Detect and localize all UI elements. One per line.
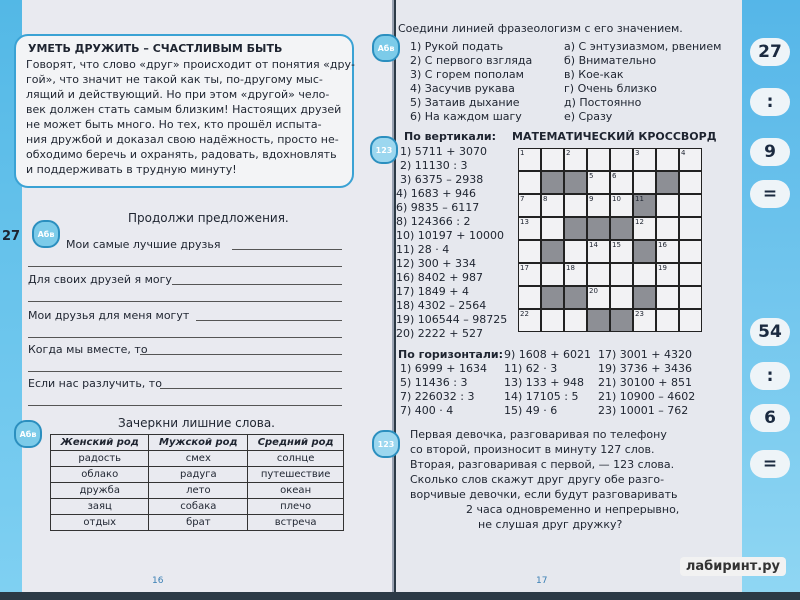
cell-number: 10 <box>612 195 621 203</box>
phrase: 1) Рукой подать <box>410 40 504 53</box>
crossword-cell[interactable] <box>587 286 610 309</box>
vertical-clue: 19) 106544 – 98725 <box>396 313 508 326</box>
info-line: век должен стать самым близким! Настоящих друзей <box>26 103 342 116</box>
meaning: а) С энтузиазмом, рвением <box>564 40 722 53</box>
crossword-cell[interactable] <box>587 194 610 217</box>
phrase: 3) С горем пополам <box>410 68 524 81</box>
crossword-cell <box>541 240 564 263</box>
cell-number: 4 <box>681 149 686 157</box>
answer-line[interactable] <box>196 319 342 321</box>
crossword-cell[interactable] <box>656 286 679 309</box>
crossword-cell <box>587 309 610 332</box>
word-cell[interactable]: лето <box>149 483 248 499</box>
strip-value: = <box>750 450 790 478</box>
vertical-clue: 20) 2222 + 527 <box>396 327 483 340</box>
word-cell[interactable]: дружба <box>51 483 149 499</box>
problem-line: не слушая друг дружку? <box>478 518 623 531</box>
strip-value: : <box>750 88 790 116</box>
crossword-cell[interactable] <box>679 194 702 217</box>
problem-line: Первая девочка, разговаривая по телефону <box>410 428 667 441</box>
vertical-clue: 10) 10197 + 10000 <box>396 229 504 242</box>
horizontal-clue: 9) 1608 + 6021 <box>504 348 591 361</box>
abc-icon: Абв <box>372 34 400 62</box>
cross-title: Зачеркни лишние слова. <box>118 416 275 430</box>
horizontal-clue: 15) 49 · 6 <box>504 404 558 417</box>
vertical-clue: 4) 1683 + 946 <box>396 187 476 200</box>
vertical-clue: 1) 5711 + 3070 <box>400 145 487 158</box>
crossword-cell[interactable] <box>633 263 656 286</box>
crossword-cell[interactable] <box>679 263 702 286</box>
crossword-cell[interactable] <box>656 309 679 332</box>
vertical-clue: 12) 300 + 334 <box>396 257 476 270</box>
cell-number: 15 <box>612 241 621 249</box>
strip-value: = <box>750 180 790 208</box>
cell-number: 19 <box>658 264 667 272</box>
phrase: 6) На каждом шагу <box>410 110 522 123</box>
crossword-cell[interactable] <box>518 171 541 194</box>
crossword-cell[interactable] <box>564 240 587 263</box>
vertical-clue: 6) 9835 – 6117 <box>396 201 480 214</box>
horizontal-clue: 14) 17105 : 5 <box>504 390 579 403</box>
horizontal-clue: 21) 30100 + 851 <box>598 376 692 389</box>
crossword-cell[interactable] <box>610 240 633 263</box>
crossword-cell[interactable] <box>518 217 541 240</box>
strip-value: 27 <box>750 38 790 66</box>
crossword-cell[interactable] <box>679 171 702 194</box>
horizontal-clue: 13) 133 + 948 <box>504 376 584 389</box>
sentence-5: Если нас разлучить, то <box>28 377 162 390</box>
left-page <box>0 0 394 592</box>
cell-number: 7 <box>520 195 525 203</box>
horizontal-clue: 7) 400 · 4 <box>400 404 454 417</box>
crossword-cell[interactable] <box>610 286 633 309</box>
crossword-cell[interactable] <box>541 217 564 240</box>
table-row <box>51 451 344 467</box>
cell-number: 20 <box>589 287 598 295</box>
crossword-cell <box>656 171 679 194</box>
word-cell[interactable]: солнце <box>248 451 344 467</box>
horizontal-clue: 19) 3736 + 3436 <box>598 362 692 375</box>
info-box-title: УМЕТЬ ДРУЖИТЬ – СЧАСТЛИВЫМ БЫТЬ <box>28 42 283 55</box>
crossword-cell[interactable] <box>564 263 587 286</box>
cell-number: 18 <box>566 264 575 272</box>
crossword-cell <box>564 171 587 194</box>
answer-line[interactable] <box>160 387 342 389</box>
crossword-cell[interactable] <box>518 286 541 309</box>
vertical-clue: 2) 11130 : 3 <box>400 159 468 172</box>
info-line: не может быть много. Но тех, кто прошёл испыта- <box>26 118 322 131</box>
word-cell[interactable]: плечо <box>248 499 344 515</box>
continue-title: Продолжи предложения. <box>128 211 289 225</box>
crossword-cell[interactable] <box>633 217 656 240</box>
word-cell[interactable]: путешествие <box>248 467 344 483</box>
word-cell[interactable]: облако <box>51 467 149 483</box>
crossword-cell[interactable] <box>518 148 541 171</box>
horizontal-clue: 11) 62 · 3 <box>504 362 558 375</box>
table-row <box>51 483 344 499</box>
number-icon: 123 <box>370 136 398 164</box>
sentence-1: Мои самые лучшие друзья <box>66 238 221 251</box>
vertical-clue: 18) 4302 – 2564 <box>396 299 487 312</box>
abc-icon: Абв <box>14 420 42 448</box>
answer-line[interactable] <box>140 353 342 355</box>
match-title: Соедини линией фразеологизм с его значением. <box>398 22 683 35</box>
crossword-cell[interactable] <box>541 148 564 171</box>
crossword-cell <box>633 240 656 263</box>
strip-value: 54 <box>750 318 790 346</box>
crossword-cell[interactable] <box>610 263 633 286</box>
strip-value: : <box>750 362 790 390</box>
crossword-cell <box>541 286 564 309</box>
crossword-cell[interactable] <box>541 263 564 286</box>
cell-number: 23 <box>635 310 644 318</box>
info-line: обходимо беречь и охранять, радовать, вдохновлять <box>26 148 337 161</box>
crossword-cell[interactable] <box>610 171 633 194</box>
crossword-cell <box>633 286 656 309</box>
crossword-cell[interactable] <box>541 309 564 332</box>
crossword-cell[interactable] <box>564 309 587 332</box>
crossword-cell[interactable] <box>679 309 702 332</box>
strip-value: 6 <box>750 404 790 432</box>
strip-value: 9 <box>750 138 790 166</box>
crossword-cell <box>541 171 564 194</box>
table-header: Женский род <box>51 435 149 451</box>
cell-number: 17 <box>520 264 529 272</box>
cell-number: 22 <box>520 310 529 318</box>
info-line: ния дружбой и доказал свою надёжность, просто не- <box>26 133 339 146</box>
crossword-cell[interactable] <box>518 263 541 286</box>
crossword-cell <box>587 217 610 240</box>
crossword-cell[interactable] <box>656 194 679 217</box>
meaning: е) Сразу <box>564 110 613 123</box>
crossword-cell[interactable] <box>564 148 587 171</box>
cell-number: 12 <box>635 218 644 226</box>
crossword-cell[interactable] <box>679 217 702 240</box>
word-cell[interactable]: собака <box>149 499 248 515</box>
table-header: Мужской род <box>149 435 248 451</box>
sentence-3: Мои друзья для меня могут <box>28 309 190 322</box>
word-cell[interactable]: океан <box>248 483 344 499</box>
crossword-cell[interactable] <box>679 240 702 263</box>
crossword-cell <box>633 194 656 217</box>
answer-line[interactable] <box>28 336 342 338</box>
vertical-clue: 11) 28 · 4 <box>396 243 450 256</box>
vertical-title: По вертикали: <box>404 130 497 143</box>
table-row <box>51 515 344 531</box>
crossword-cell[interactable] <box>518 309 541 332</box>
answer-line[interactable] <box>28 404 342 406</box>
cell-number: 14 <box>589 241 598 249</box>
crossword-cell[interactable] <box>633 148 656 171</box>
cell-number: 9 <box>589 195 594 203</box>
right-page <box>375 0 800 592</box>
crossword-cell[interactable] <box>656 217 679 240</box>
meaning: д) Постоянно <box>564 96 642 109</box>
crossword-title: МАТЕМАТИЧЕСКИЙ КРОССВОРД <box>512 130 717 143</box>
horizontal-title: По горизонтали: <box>398 348 503 361</box>
word-cell[interactable]: отдых <box>51 515 149 531</box>
edge-number: 27 <box>2 229 21 244</box>
info-box <box>14 34 354 188</box>
phrase: 2) С первого взгляда <box>410 54 533 67</box>
crossword-cell[interactable] <box>541 194 564 217</box>
meaning: б) Внимательно <box>564 54 657 67</box>
word-cell[interactable]: радость <box>51 451 149 467</box>
crossword-cell[interactable] <box>587 263 610 286</box>
crossword-cell <box>564 217 587 240</box>
cell-number: 8 <box>543 195 548 203</box>
problem-line: Сколько слов скажут друг другу обе разго- <box>410 473 665 486</box>
table-header: Средний род <box>248 435 344 451</box>
problem-line: Вторая, разговаривая с первой, — 123 слова. <box>410 458 675 471</box>
phrase: 4) Засучив рукава <box>410 82 515 95</box>
crossword-grid <box>518 148 702 332</box>
problem-line: ворчивые девочки, если будут разговаривать <box>410 488 678 501</box>
info-line: лящий и действующий. Но при этом «другой» чело- <box>26 88 330 101</box>
crossword-cell <box>564 286 587 309</box>
crossword-cell[interactable] <box>610 194 633 217</box>
page-number: 17 <box>536 576 548 586</box>
crossword-cell[interactable] <box>656 263 679 286</box>
info-line: Говорят, что слово «друг» происходит от понятия «дру- <box>26 58 355 71</box>
right-edge-strip <box>742 0 800 592</box>
horizontal-clue: 7) 226032 : 3 <box>400 390 475 403</box>
sentence-4: Когда мы вместе, то <box>28 343 148 356</box>
abc-icon: Абв <box>32 220 60 248</box>
cell-number: 2 <box>566 149 571 157</box>
cell-number: 13 <box>520 218 529 226</box>
sentence-2: Для своих друзей я могу <box>28 273 172 286</box>
watermark: лабиринт.ру <box>680 557 786 576</box>
vertical-clue: 17) 1849 + 4 <box>396 285 469 298</box>
horizontal-clue: 5) 11436 : 3 <box>400 376 468 389</box>
vertical-clue: 16) 8402 + 987 <box>396 271 483 284</box>
word-cell[interactable]: заяц <box>51 499 149 515</box>
page-number: 16 <box>152 576 164 586</box>
vertical-clue: 3) 6375 – 2938 <box>400 173 484 186</box>
answer-line[interactable] <box>28 265 342 267</box>
meaning: г) Очень близко <box>564 82 657 95</box>
crossword-cell[interactable] <box>633 309 656 332</box>
crossword-cell[interactable] <box>656 148 679 171</box>
info-line: гой», что значит не такой как ты, по-другому мыс- <box>26 73 323 86</box>
answer-line[interactable] <box>172 283 342 285</box>
cell-number: 1 <box>520 149 525 157</box>
vertical-clue: 8) 124366 : 2 <box>396 215 471 228</box>
info-line: и поддерживать в трудную минуту! <box>26 163 237 176</box>
word-cell[interactable]: встреча <box>248 515 344 531</box>
phrase: 5) Затаив дыхание <box>410 96 520 109</box>
word-cell[interactable]: радуга <box>149 467 248 483</box>
crossword-cell[interactable] <box>587 171 610 194</box>
cell-number: 11 <box>635 195 644 203</box>
horizontal-clue: 23) 10001 – 762 <box>598 404 689 417</box>
cell-number: 3 <box>635 149 640 157</box>
crossword-cell[interactable] <box>587 148 610 171</box>
crossword-cell[interactable] <box>518 194 541 217</box>
answer-line[interactable] <box>28 370 342 372</box>
answer-line[interactable] <box>28 300 342 302</box>
crossword-cell[interactable] <box>633 171 656 194</box>
crossword-cell[interactable] <box>518 240 541 263</box>
words-table <box>50 434 344 531</box>
crossword-cell[interactable] <box>610 148 633 171</box>
answer-line[interactable] <box>232 248 342 250</box>
word-cell[interactable]: смех <box>149 451 248 467</box>
crossword-cell[interactable] <box>656 240 679 263</box>
problem-line: со второй, произносит в минуту 127 слов. <box>410 443 655 456</box>
crossword-cell <box>610 309 633 332</box>
crossword-cell[interactable] <box>564 194 587 217</box>
table-row <box>51 467 344 483</box>
cell-number: 16 <box>658 241 667 249</box>
horizontal-clue: 1) 6999 + 1634 <box>400 362 487 375</box>
horizontal-clue: 21) 10900 – 4602 <box>598 390 696 403</box>
cell-number: 5 <box>589 172 594 180</box>
number-icon: 123 <box>372 430 400 458</box>
meaning: в) Кое-как <box>564 68 624 81</box>
horizontal-clue: 17) 3001 + 4320 <box>598 348 692 361</box>
crossword-cell[interactable] <box>679 148 702 171</box>
problem-line: 2 часа одновременно и непрерывно, <box>466 503 680 516</box>
word-cell[interactable]: брат <box>149 515 248 531</box>
crossword-cell[interactable] <box>587 240 610 263</box>
crossword-cell[interactable] <box>679 286 702 309</box>
table-row <box>51 499 344 515</box>
cell-number: 6 <box>612 172 617 180</box>
crossword-cell <box>610 217 633 240</box>
